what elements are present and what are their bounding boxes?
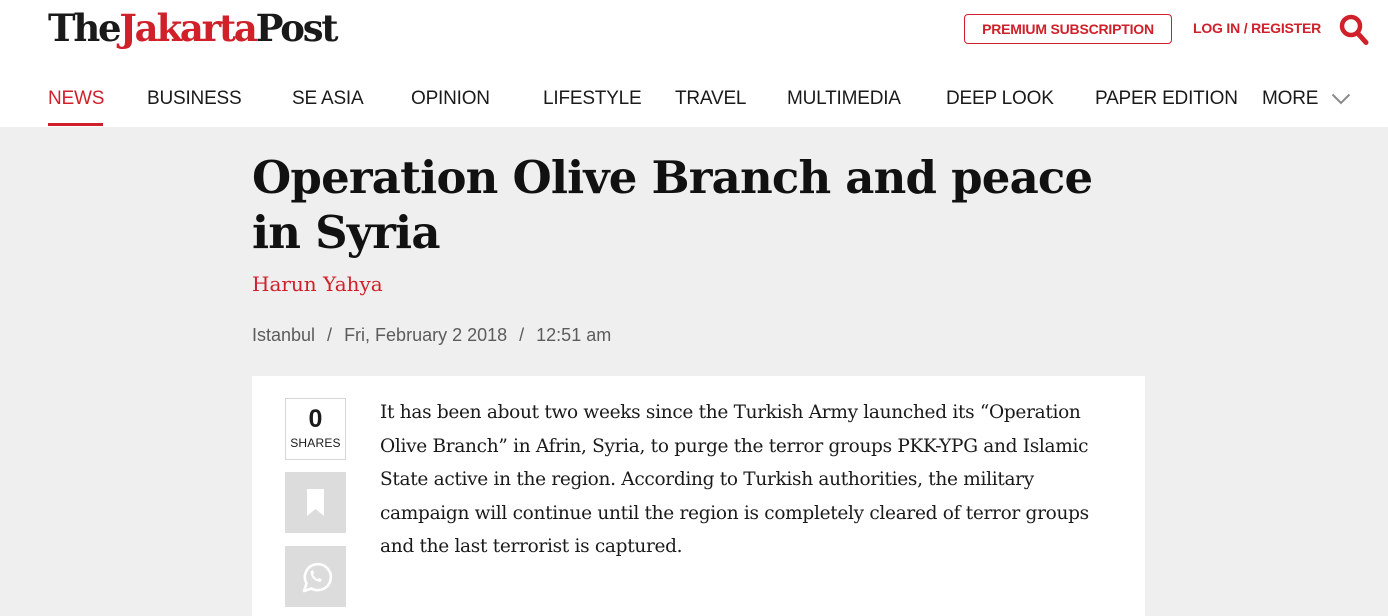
nav-item-business[interactable]: BUSINESS bbox=[147, 88, 242, 109]
nav-item-opinion[interactable]: OPINION bbox=[411, 88, 490, 109]
share-count-number: 0 bbox=[308, 405, 323, 433]
meta-separator: / bbox=[327, 325, 333, 345]
share-count bbox=[285, 398, 346, 460]
premium-subscription-button[interactable]: PREMIUM SUBSCRIPTION bbox=[964, 14, 1172, 44]
nav-active-indicator bbox=[48, 123, 103, 126]
nav-item-more[interactable]: MORE bbox=[1262, 88, 1319, 109]
chevron-down-icon[interactable] bbox=[1331, 93, 1351, 105]
article-meta bbox=[252, 325, 611, 346]
nav-item-paper-edition[interactable]: PAPER EDITION bbox=[1095, 88, 1238, 109]
logo-the: The bbox=[48, 6, 120, 50]
logo-post: Post bbox=[255, 6, 337, 50]
site-logo[interactable] bbox=[48, 6, 336, 50]
nav-item-news[interactable]: NEWS bbox=[48, 88, 105, 109]
nav-item-se-asia[interactable]: SE ASIA bbox=[292, 88, 364, 109]
article-body-card bbox=[252, 376, 1145, 616]
article-location: Istanbul bbox=[252, 325, 316, 345]
nav-item-travel[interactable]: TRAVEL bbox=[675, 88, 747, 109]
search-icon[interactable] bbox=[1339, 14, 1369, 46]
logo-jakarta: Jakarta bbox=[119, 6, 256, 50]
meta-separator: / bbox=[519, 325, 525, 345]
nav-item-lifestyle[interactable]: LIFESTYLE bbox=[543, 88, 642, 109]
nav-item-multimedia[interactable]: MULTIMEDIA bbox=[787, 88, 901, 109]
login-register-link[interactable]: LOG IN / REGISTER bbox=[1193, 20, 1322, 36]
bookmark-icon bbox=[285, 472, 346, 533]
article-title: Operation Olive Branch and peace in Syria bbox=[252, 151, 1093, 259]
bookmark-button[interactable] bbox=[285, 472, 346, 533]
article-time: 12:51 am bbox=[536, 325, 612, 345]
share-count-label: SHARES bbox=[290, 436, 341, 450]
article-date: Fri, February 2 2018 bbox=[344, 325, 508, 345]
article-author[interactable]: Harun Yahya bbox=[252, 272, 383, 296]
site-header bbox=[0, 0, 1388, 127]
article-paragraph: It has been about two weeks since the Turkish Army launched its “Operation Olive Branch” in Afrin, Syria, to purge the terror groups PKK-YPG and Islamic State active in the region. According to Turkish authorities, the military campaign will continue until the region is completely cleared of terror groups and the last terrorist is captured. bbox=[380, 402, 1089, 557]
main-nav bbox=[0, 80, 1388, 127]
nav-item-deep-look[interactable]: DEEP LOOK bbox=[946, 88, 1054, 109]
